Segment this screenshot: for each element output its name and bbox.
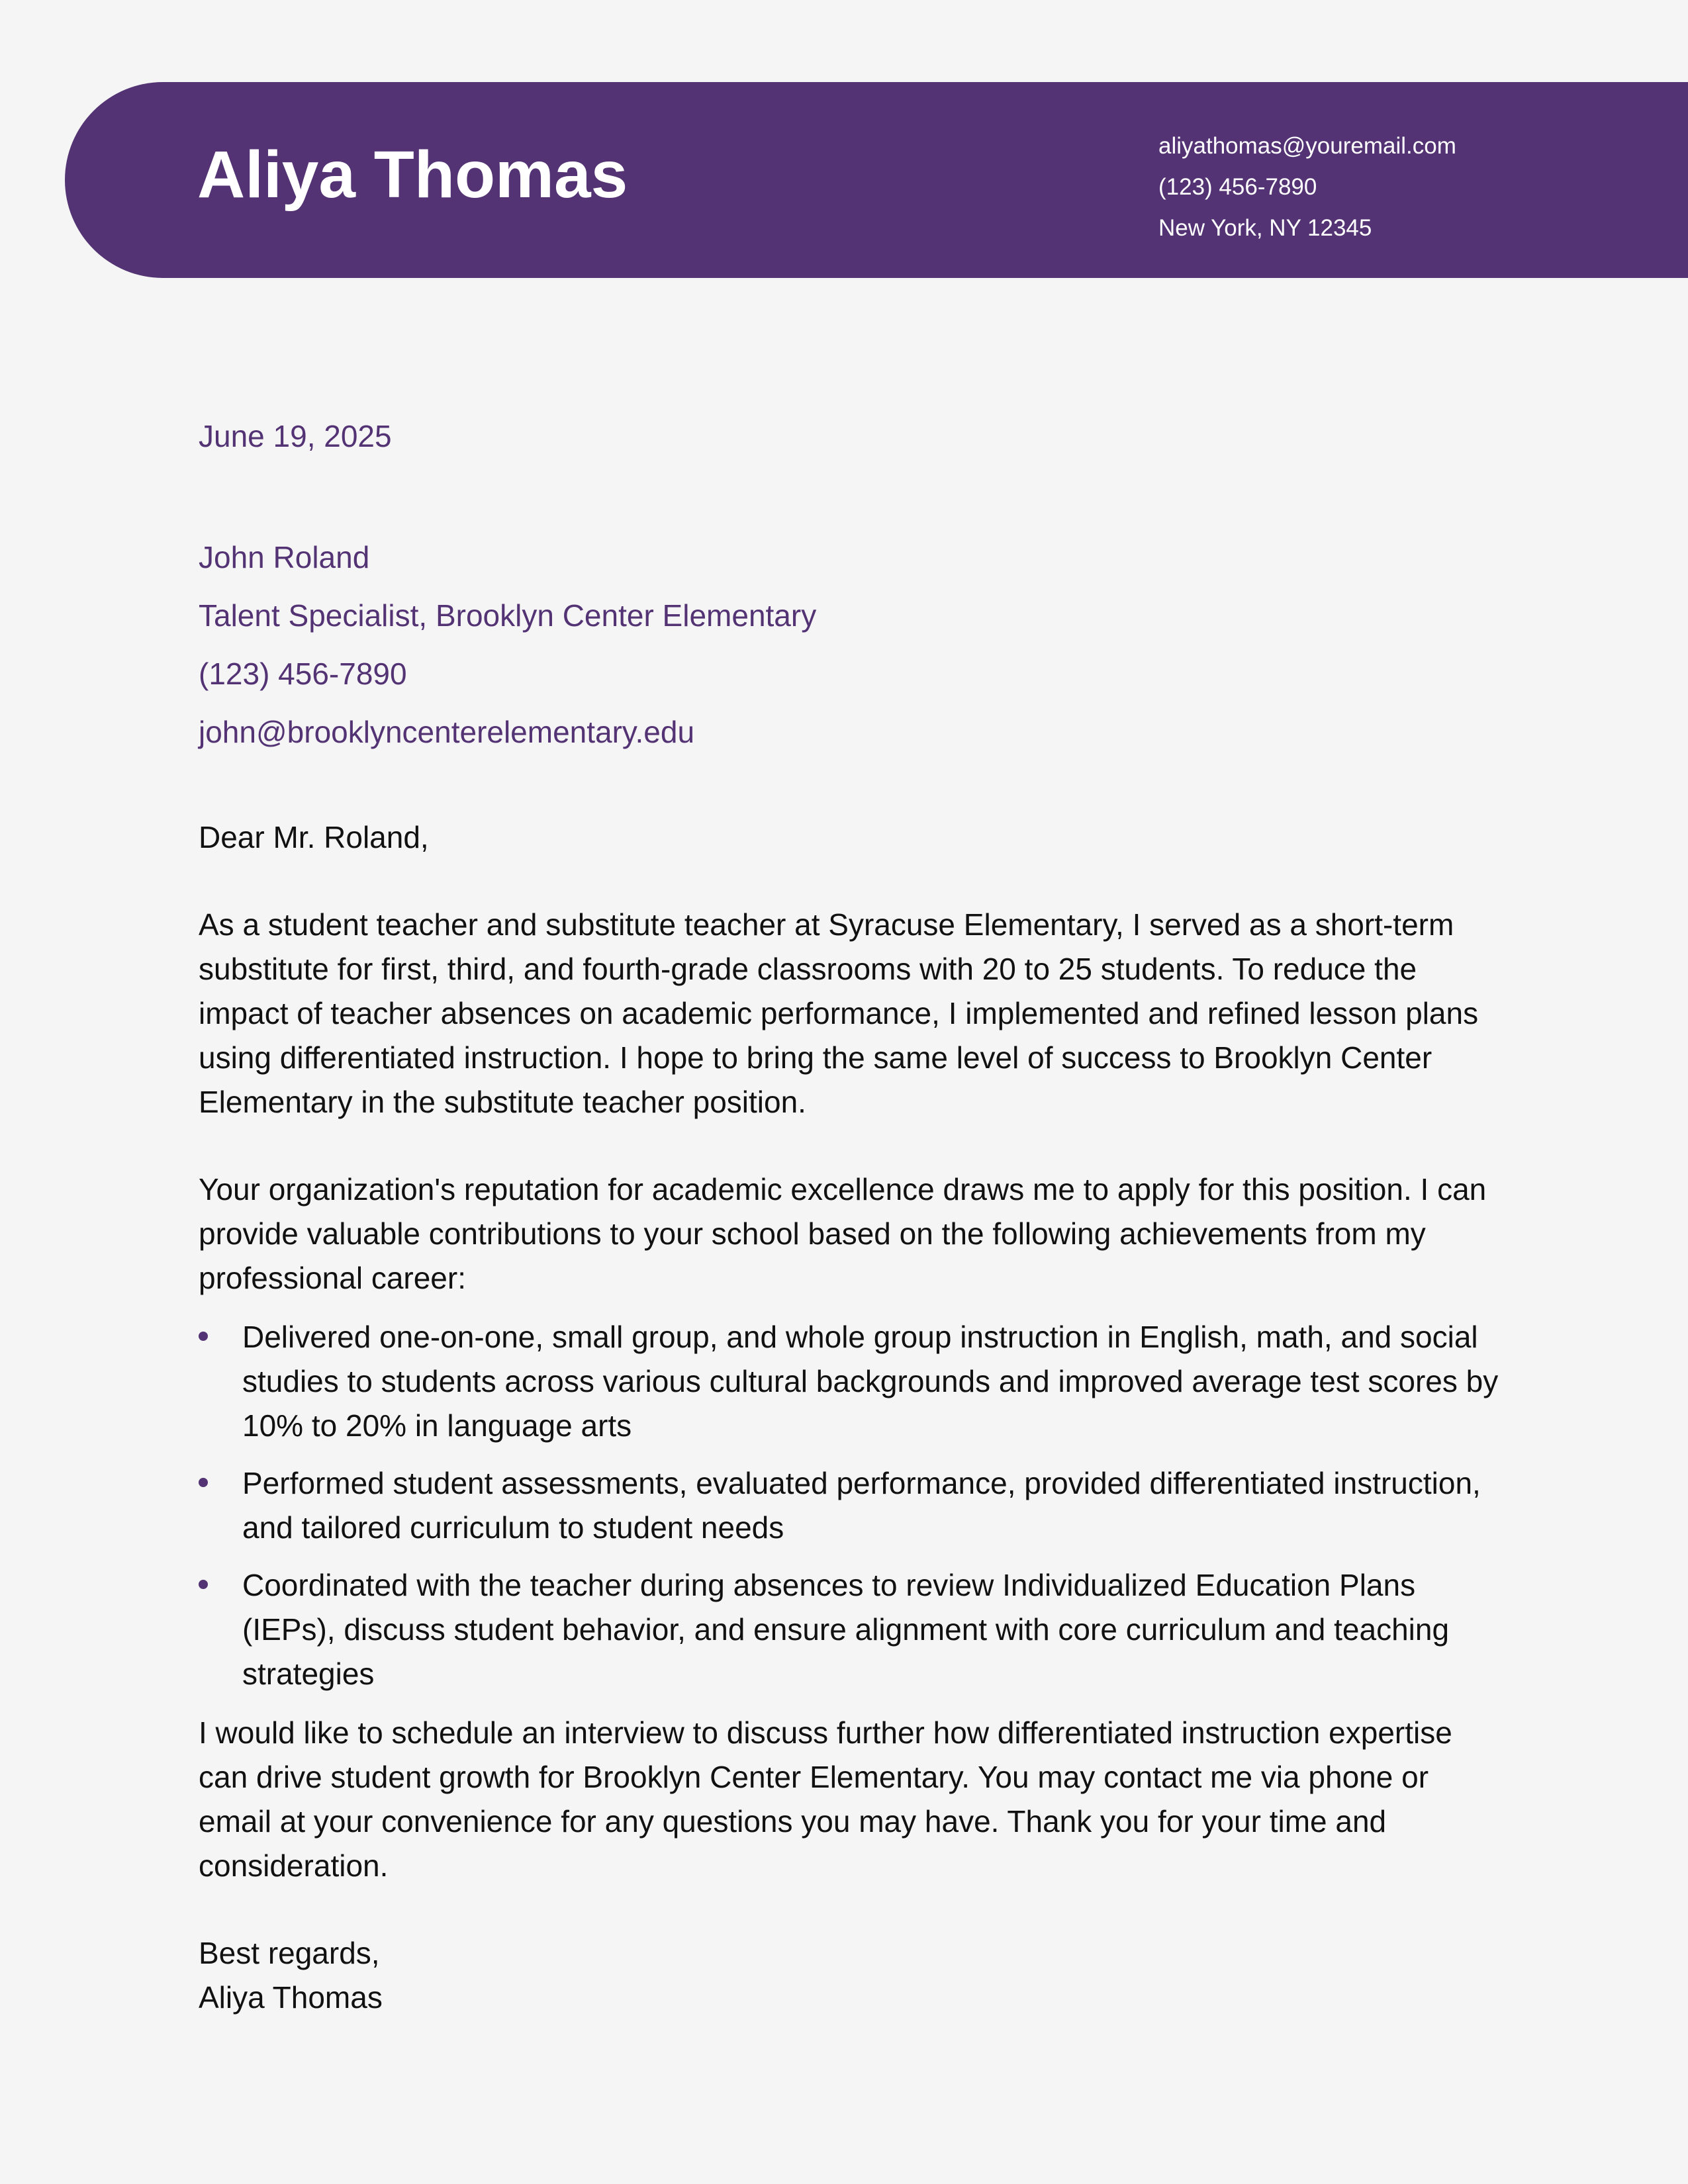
achievements-list (199, 1315, 1509, 1696)
paragraph-closing: I would like to schedule an interview to discuss further how differentiated instruction expertise can drive student growth for Brooklyn Center Elementary. You may contact me via phone or email at your convenience for any questions you may have. Thank you for your time and consideration. (199, 1715, 1452, 1883)
bullet-dot-icon (199, 1580, 208, 1589)
sender-contact-block (1158, 126, 1456, 249)
recipient-block (199, 528, 816, 761)
letter-date: June 19, 2025 (199, 419, 392, 453)
bullet-dot-icon (199, 1332, 208, 1341)
signature-name: Aliya Thomas (199, 1980, 383, 2015)
list-item (199, 1461, 1509, 1550)
list-item (199, 1315, 1509, 1448)
sender-location: New York, NY 12345 (1158, 215, 1372, 241)
paragraph-achievements: Your organization's reputation for academic excellence draws me to apply for this position. I can provide valuable contributions to your school based on the following achievements from my professional career: (199, 1172, 1487, 1295)
recipient-name: John Roland (199, 540, 370, 574)
recipient-phone: (123) 456-7890 (199, 657, 407, 691)
paragraph-intro: As a student teacher and substitute teacher at Syracuse Elementary, I served as a short-term substitute for first, third, and fourth-grade classrooms with 20 to 25 students. To reduce the impact of teacher absences on academic performance, I implemented and refined lesson plans using differentiated instruction. I hope to bring the same level of success to Brooklyn Center Elementary in the substitute teacher position. (199, 907, 1479, 1119)
letter-body (199, 815, 1509, 2020)
sender-name: Aliya Thomas (197, 138, 628, 212)
sender-email: aliyathomas@youremail.com (1158, 133, 1456, 159)
list-item-text: Delivered one-on-one, small group, and whole group instruction in English, math, and social studies to students across various cultural backgrounds and improved average test scores by 10% to 20% in language arts (242, 1320, 1499, 1443)
list-item-text: Coordinated with the teacher during absences to review Individualized Education Plans (IEPs), discuss student behavior, and ensure alignment with core curriculum and teaching strategies (242, 1568, 1450, 1691)
recipient-email: john@brooklyncenterelementary.edu (199, 715, 695, 749)
list-item (199, 1563, 1509, 1696)
recipient-title: Talent Specialist, Brooklyn Center Elementary (199, 598, 817, 633)
letterhead-banner (65, 82, 1688, 278)
sender-phone: (123) 456-7890 (1158, 174, 1317, 200)
bullet-dot-icon (199, 1478, 208, 1487)
list-item-text: Performed student assessments, evaluated performance, provided differentiated instruction, and tailored curriculum to student needs (242, 1466, 1481, 1545)
salutation: Dear Mr. Roland, (199, 820, 429, 854)
closing-phrase: Best regards, (199, 1936, 380, 1970)
